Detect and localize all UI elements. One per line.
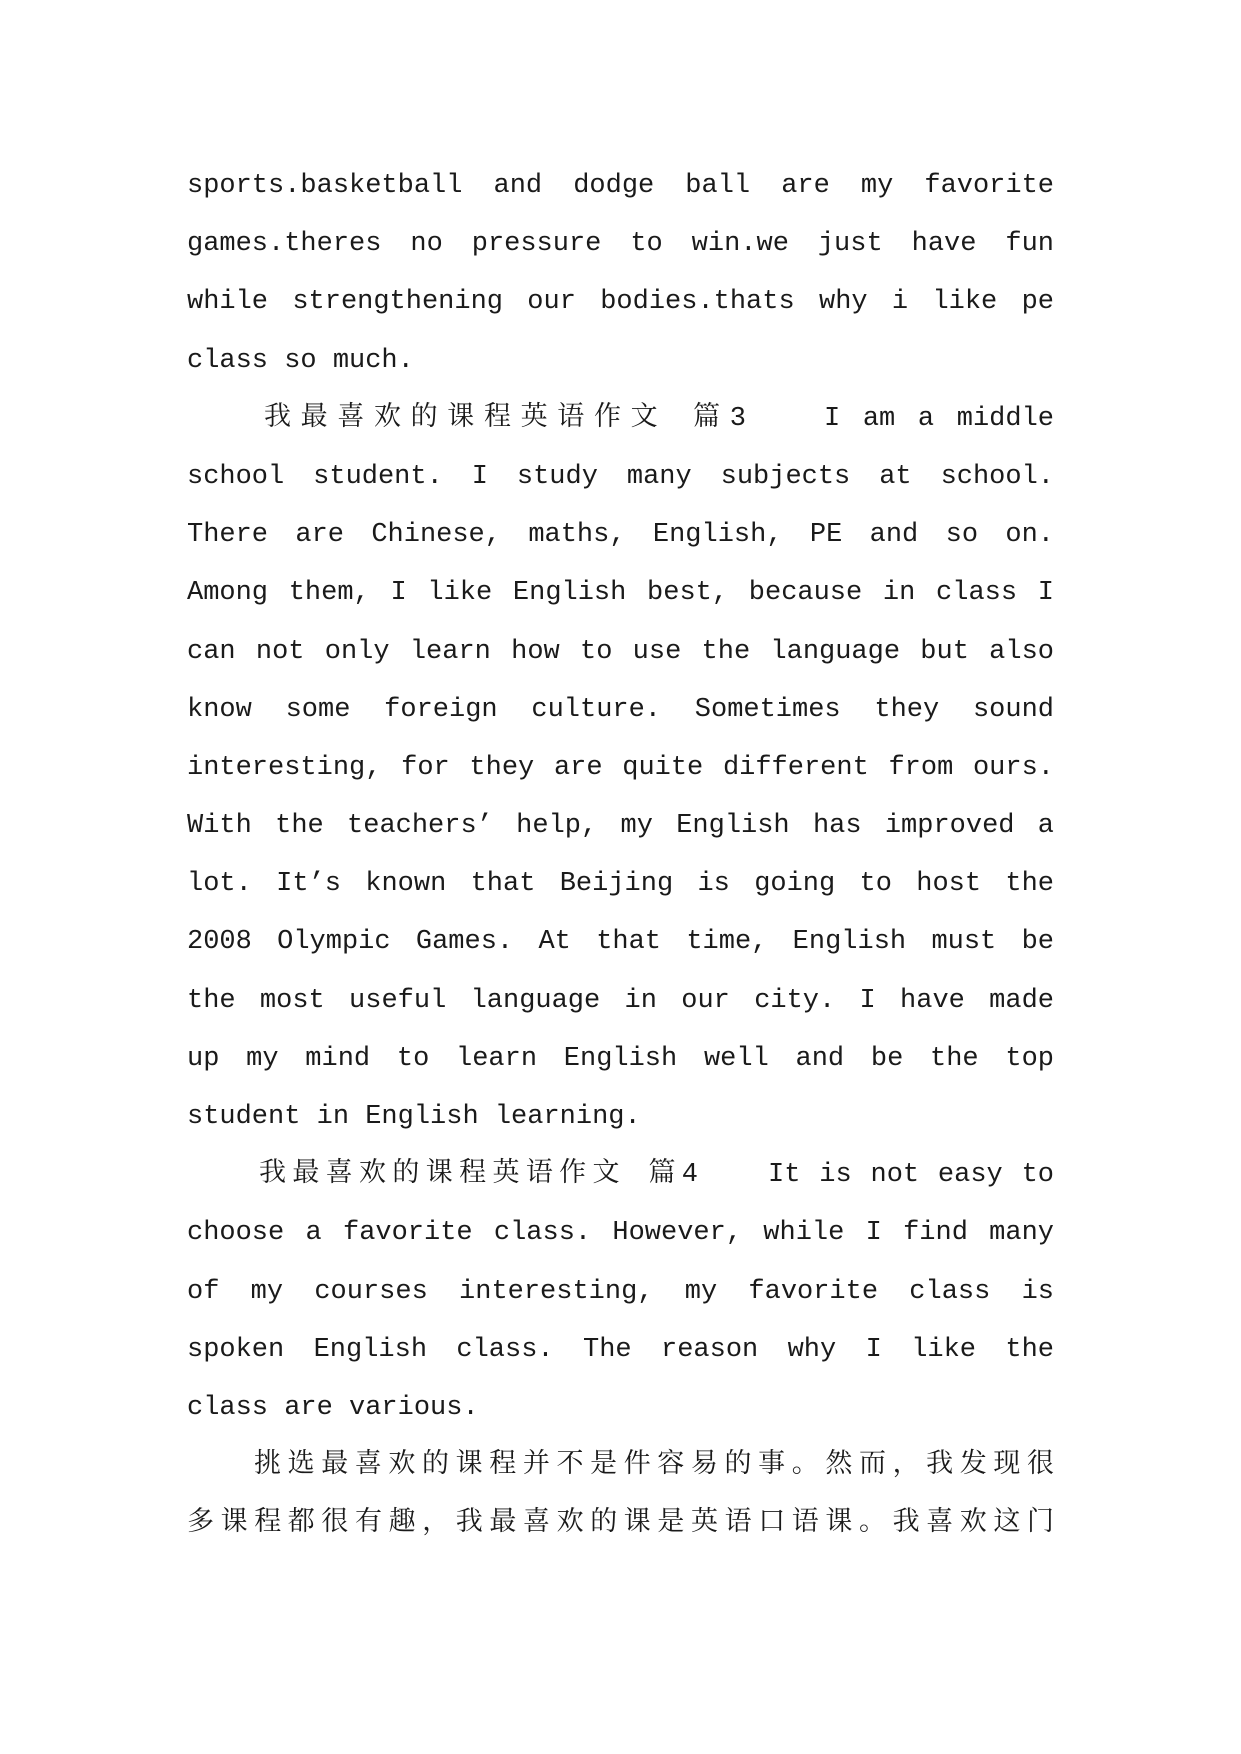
document-body	[187, 157, 1054, 1554]
text-line: sports.basketball and dodge ball are my favorite	[187, 171, 1054, 201]
text-line: choose a favorite class. However, while I find many	[187, 1218, 1054, 1249]
text-line: class are various.	[187, 1392, 479, 1423]
text-line: student in English learning.	[187, 1102, 641, 1132]
text-line: 2008 Olympic Games. At that time, English must be	[187, 927, 1054, 958]
section-heading: 我最喜欢的课程英语作文 篇4	[259, 1160, 698, 1191]
text-line: while strengthening our bodies.thats why i like pe	[187, 287, 1054, 318]
section-heading: 我最喜欢的课程英语作文 篇3	[264, 403, 746, 434]
text-line: interesting, for they are quite different from ours.	[187, 752, 1054, 783]
text-line: With the teachers’ help, my English has improved a	[187, 811, 1054, 842]
text-line: spoken English class. The reason why I like the	[187, 1334, 1054, 1365]
text-line: Among them, I like English best, because in class I	[187, 578, 1054, 609]
text-line: can not only learn how to use the language but also	[187, 636, 1054, 667]
line-text: I am a middle	[824, 403, 1054, 434]
text-line: games.theres no pressure to win.we just have fun	[187, 229, 1054, 260]
text-line: know some foreign culture. Sometimes they sound	[187, 694, 1054, 725]
text-line	[187, 390, 1054, 448]
text-line: class so much.	[187, 345, 414, 376]
text-line: the most useful language in our city. I have made	[187, 985, 1054, 1016]
text-line: of my courses interesting, my favorite class is	[187, 1276, 1054, 1307]
line-text: It is not easy to	[768, 1160, 1054, 1191]
text-line: There are Chinese, maths, English, PE and so on.	[187, 520, 1054, 551]
text-line	[187, 1146, 1054, 1204]
text-line: 挑选最喜欢的课程并不是件容易的事。然而，我发现很	[254, 1451, 1054, 1482]
text-line: school student. I study many subjects at school.	[187, 461, 1054, 492]
text-line: lot. It’s known that Beijing is going to host the	[187, 869, 1054, 900]
text-line: up my mind to learn English well and be the top	[187, 1043, 1054, 1074]
text-line: 多课程都很有趣，我最喜欢的课是英语口语课。我喜欢这门	[187, 1509, 1054, 1540]
